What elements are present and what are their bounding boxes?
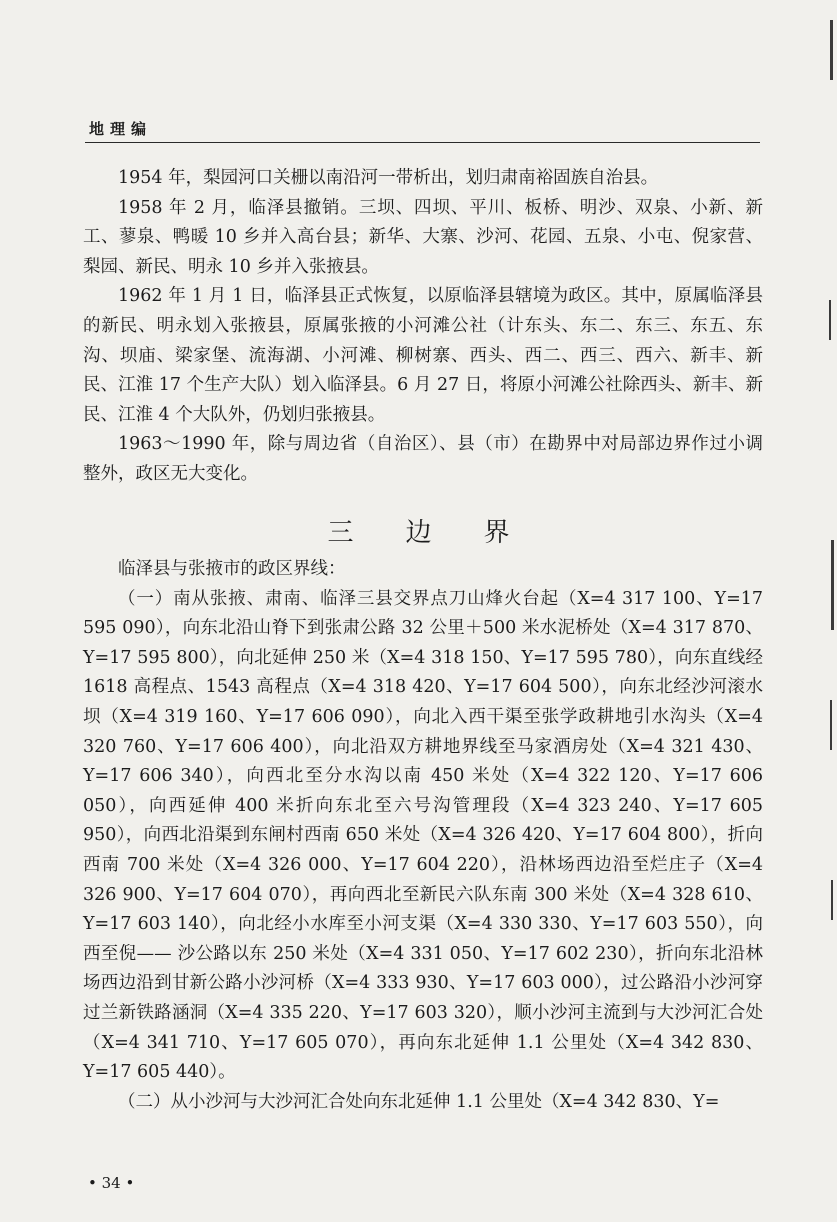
scan-edge-mark <box>831 880 833 920</box>
paragraph-1963-1990: 1963～1990 年，除与周边省（自治区）、县（市）在勘界中对局部边界作过小调整外，政区无大变化。 <box>83 434 763 484</box>
paragraph-1958: 1958 年 2 月，临泽县撤销。三坝、四坝、平川、板桥、明沙、双泉、小新、新工、蓼泉、鸭暖 10 乡并入高台县；新华、大寨、沙河、花园、五泉、小屯、倪家营、梨园、新民、明永 10 乡并入张掖县。 <box>83 197 763 277</box>
paragraph-boundary-intro: 临泽县与张掖市的政区界线： <box>118 559 346 579</box>
running-header <box>85 118 760 143</box>
scan-edge-mark <box>830 20 833 80</box>
header-title: 地理编 <box>89 120 153 138</box>
boundary-section <box>83 555 763 1117</box>
scan-edge-mark <box>829 300 831 340</box>
history-section <box>83 164 763 490</box>
paragraph-boundary-2: （二）从小沙河与大沙河汇合处向东北延伸 1.1 公里处（X=4 342 830、Y= <box>118 1091 720 1112</box>
paragraph-1962: 1962 年 1 月 1 日，临泽县正式恢复，以原临泽县辖境为政区。其中，原属临泽县的新民、明永划入张掖县，原属张掖的小河滩公社（计东头、东二、东三、东五、东沟、坝庙、梁家堡、流海湖、小河滩、柳树寨、西头、西二、西三、西六、新丰、新民、江淮 17 个生产大队）划入临泽县。6 月 27 日，将原小河滩公社除西头、新丰、新民、江淮 4 个大队外，仍划归张掖县。 <box>83 286 763 425</box>
page-number: • 34 • <box>88 1174 135 1192</box>
paragraph-boundary-1: （一）南从张掖、肃南、临泽三县交界点刀山烽火台起（X=4 317 100、Y=17 595 090），向东北沿山脊下到张肃公路 32 公里＋500 米水泥桥处（X=4 317 870、Y=17 595 800），向北延伸 250 米（X=4 318 150、Y=17 595 780），向东直线经 1618 高程点、1543 高程点（X=4 318 420、Y=17 604 500），向东北经沙河滚水坝（X=4 319 160、Y=17 606 090），向北入西干渠至张学政耕地引水沟头（X=4 320 760、Y=17 606 400），向北沿双方耕地界线至马家酒房处（X=4 321 430、Y=17 606 340），向西北至分水沟以南 450 米处（X=4 322 120、Y=17 606 050），向西延伸 400 米折向东北至六号沟管理段（X=4 323 240、Y=17 605 950），向西北沿渠到东闸村西南 650 米处（X=4 326 420、Y=17 604 800），折向西南 700 米处（X=4 326 000、Y=17 604 220），沿林场西边沿至烂庄子（X=4 326 900、Y=17 604 070），再向西北至新民六队东南 300 米处（X=4 328 610、Y=17 603 140），向北经小水库至小河支渠（X=4 330 330、Y=17 603 550），向西至倪—— 沙公路以东 250 米处（X=4 331 050、Y=17 602 230），折向东北沿林场西边沿到甘新公路小沙河桥（X=4 333 930、Y=17 603 000），过公路沿小沙河穿过兰新铁路涵洞（X=4 335 220、Y=17 603 320），顺小沙河主流到与大沙河汇合处（X=4 341 710、Y=17 605 070），再向东北延伸 1.1 公里处（X=4 342 830、Y=17 605 440）。 <box>83 588 763 1083</box>
paragraph-1954: 1954 年，梨园河口关栅以南沿河一带析出，划归肃南裕固族自治县。 <box>118 168 659 188</box>
section-title: 三边界 <box>327 518 562 548</box>
scan-edge-mark <box>830 700 832 750</box>
scan-edge-mark <box>831 540 834 630</box>
